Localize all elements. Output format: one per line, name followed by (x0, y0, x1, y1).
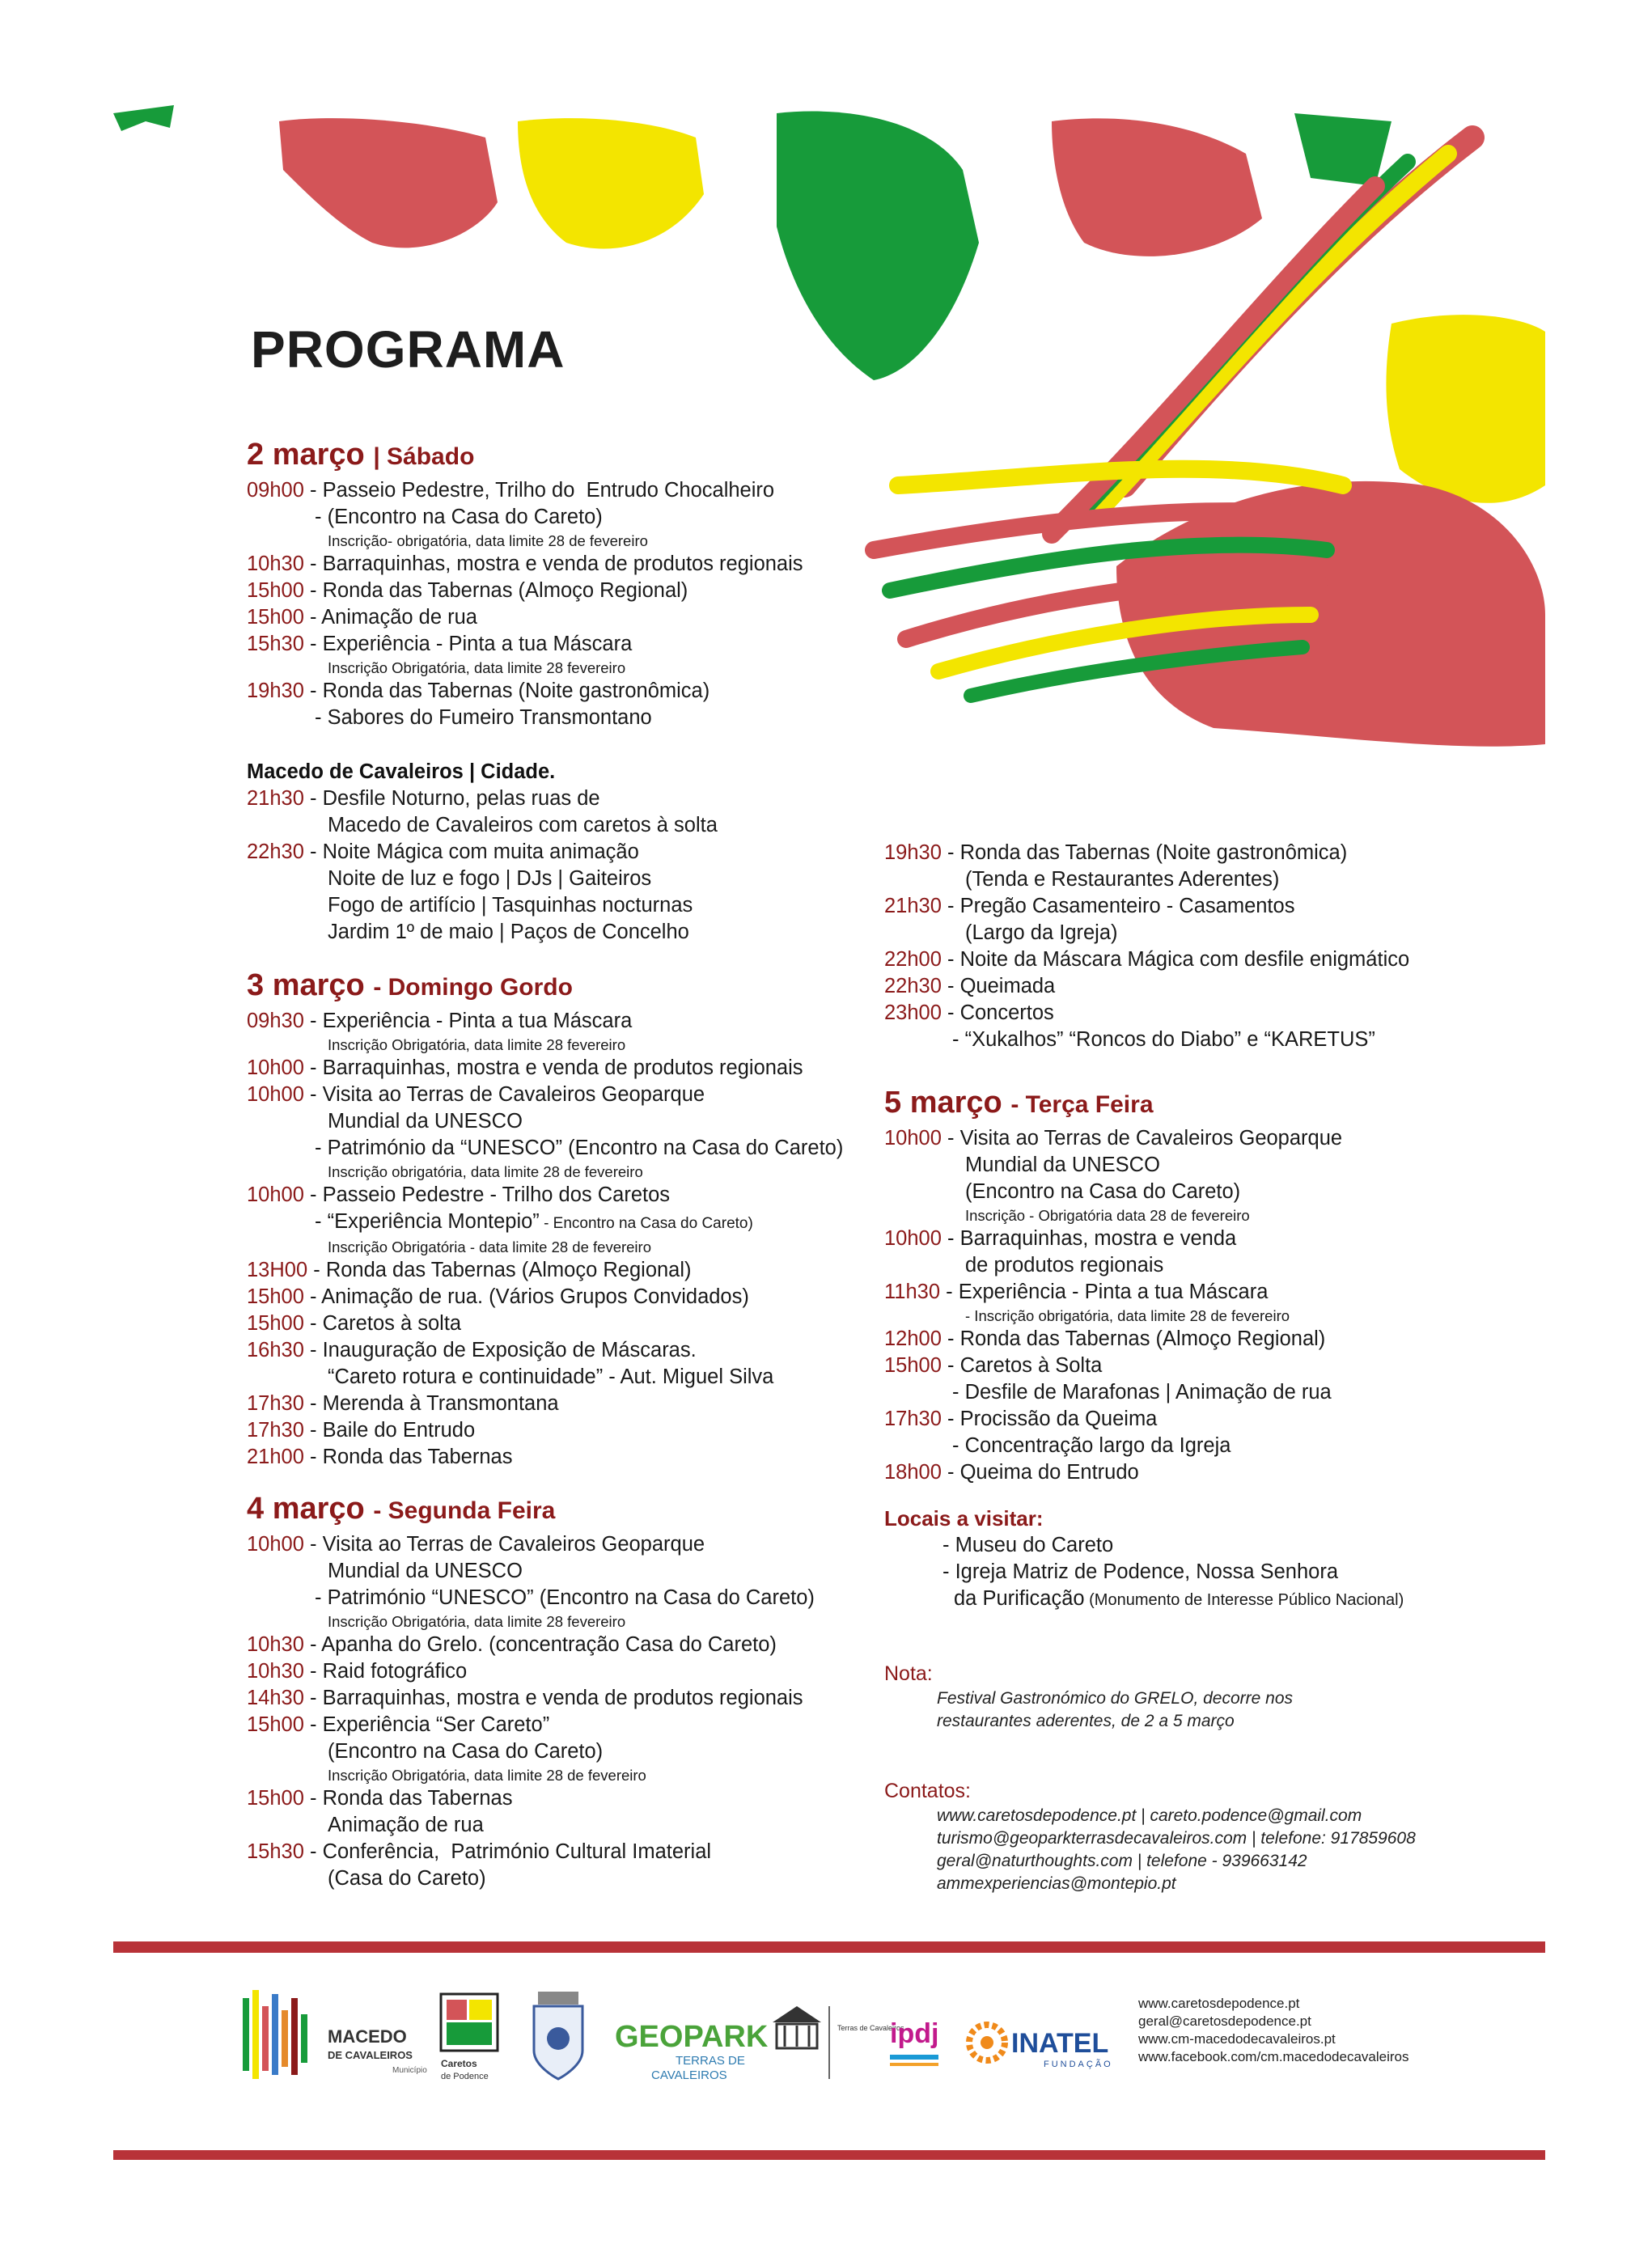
event-time: 10h00 (247, 1183, 304, 1206)
day-date: 3 março (247, 968, 365, 1002)
event-continuation (884, 1433, 1416, 1459)
note-line: restaurantes aderentes, de 2 a 5 março (937, 1712, 1235, 1730)
event-registration-note: Inscrição Obrigatória, data limite 28 fevereiro (328, 1613, 626, 1630)
note-heading: Nota: (884, 1662, 933, 1685)
event-continuation-text: - Património “UNESCO” (Encontro na Casa do Careto) (315, 1586, 815, 1609)
macedo-small: Município (392, 2066, 427, 2075)
macedo-sub: DE CAVALEIROS (328, 2049, 413, 2061)
event-continuation-text: - Concentração largo da Igreja (952, 1434, 1231, 1457)
event-continuation-text: Mundial da UNESCO (328, 1560, 523, 1582)
event-row (884, 1353, 1416, 1379)
yellow-brush-right (1386, 315, 1545, 503)
day-date: 5 março (884, 1086, 1002, 1120)
day-heading-4-marco (247, 1488, 843, 1531)
places-heading: Locais a visitar: (884, 1506, 1044, 1531)
event-text: - Ronda das Tabernas (303, 1787, 513, 1810)
event-time: 10h00 (247, 1083, 304, 1106)
event-continuation-text: Jardim 1º de maio | Paços de Concelho (328, 921, 689, 943)
event-continuation-text: Macedo de Cavaleiros com caretos à solta (328, 814, 718, 836)
event-continuation (884, 1252, 1416, 1279)
event-row (247, 678, 843, 705)
event-continuation (247, 1738, 843, 1765)
event-row (247, 1337, 843, 1364)
left-column (247, 434, 843, 1892)
event-continuation-text: - Património da “UNESCO” (Encontro na Casa do Careto) (315, 1137, 844, 1159)
event-row (247, 1444, 843, 1471)
geopark-text: GEOPARK (615, 2020, 769, 2054)
right-column (884, 840, 1416, 1895)
event-time: 22h00 (884, 948, 942, 971)
note-text (884, 1687, 1416, 1733)
event-text: - Desfile Noturno, pelas ruas de (303, 787, 600, 810)
event-continuation (247, 1364, 843, 1391)
event-continuation (884, 866, 1416, 893)
city-heading: Macedo de Cavaleiros | Cidade. (247, 760, 556, 783)
day-weekday: | Sábado (373, 443, 475, 470)
unesco-logo (773, 2006, 904, 2079)
event-time: 17h30 (884, 1408, 942, 1430)
event-text: - Animação de rua (303, 606, 477, 629)
event-row (884, 893, 1416, 920)
event-continuation (247, 1135, 843, 1162)
event-continuation (247, 1585, 843, 1611)
event-text: - Procissão da Queima (941, 1408, 1158, 1430)
event-row (884, 1459, 1416, 1486)
event-continuation (247, 1108, 843, 1135)
event-row (247, 1417, 843, 1444)
event-continuation (247, 1558, 843, 1585)
event-text: - Baile do Entrudo (303, 1419, 476, 1442)
event-row (247, 1632, 843, 1658)
event-row (247, 477, 843, 504)
event-row (884, 1326, 1416, 1353)
inatel-text: INATEL (1011, 2028, 1109, 2059)
macedo-name: MACEDO (328, 2026, 407, 2047)
event-time: 16h30 (247, 1339, 304, 1361)
green-brush-blob-top (777, 112, 979, 380)
day-date: 4 março (247, 1492, 365, 1526)
event-time: 12h00 (884, 1327, 942, 1350)
event-continuation-text: (Largo da Igreja) (965, 921, 1118, 944)
event-continuation-text: de produtos regionais (965, 1254, 1164, 1277)
event-row (884, 840, 1416, 866)
event-time: 15h00 (247, 1285, 304, 1308)
event-text: - Visita ao Terras de Cavaleiros Geoparque (303, 1533, 705, 1556)
event-text: - Inauguração de Exposição de Máscaras. (303, 1339, 697, 1361)
day-heading-3-marco (247, 965, 843, 1008)
event-continuation (247, 705, 843, 731)
event-row (247, 1785, 843, 1812)
event-time: 11h30 (884, 1281, 941, 1303)
caretos-logo (441, 1994, 498, 2081)
event-continuation (884, 1027, 1416, 1053)
event-time: 10h30 (247, 1633, 304, 1656)
event-time: 15h30 (247, 633, 304, 655)
geopark-sub2: CAVALEIROS (651, 2068, 727, 2082)
contact-line: www.caretosdepodence.pt | careto.podence@gmail.com (937, 1806, 1362, 1825)
caretos-text: Caretos (441, 2058, 477, 2069)
event-row (247, 631, 843, 658)
event-continuation-text: Animação de rua (328, 1814, 484, 1836)
event-row (884, 1125, 1416, 1152)
event-continuation-text: - “Xukalhos” “Roncos do Diabo” e “KARETUS” (952, 1028, 1375, 1051)
event-time: 09h00 (247, 479, 304, 502)
event-text: - Ronda das Tabernas (Almoço Regional) (303, 579, 688, 602)
day2-event-list (247, 477, 843, 731)
event-continuation-text: (Tenda e Restaurantes Aderentes) (965, 868, 1280, 891)
page-title: PROGRAMA (251, 320, 565, 379)
inatel-logo (969, 2025, 1113, 2069)
ipdj-logo (890, 2018, 938, 2066)
event-time: 10h30 (247, 1660, 304, 1683)
event-registration-note: Inscrição Obrigatória - data limite 28 de fevereiro (328, 1238, 651, 1255)
event-row (884, 1406, 1416, 1433)
event-text: - Experiência “Ser Careto” (303, 1713, 550, 1736)
event-time: 13H00 (247, 1259, 308, 1281)
footer-links (1138, 1995, 1408, 2066)
day5-event-list (884, 1125, 1416, 1486)
yellow-brush-blob-top (518, 118, 704, 248)
caretos-sub: de Podence (441, 2072, 489, 2081)
event-time: 15h30 (247, 1840, 304, 1863)
event-text: - Barraquinhas, mostra e venda de produtos regionais (303, 1687, 803, 1709)
event-text: - Raid fotográfico (303, 1660, 468, 1683)
note-line: Festival Gastronómico do GRELO, decorre nos (937, 1689, 1294, 1708)
day4-event-list (247, 1531, 843, 1892)
event-row (884, 1279, 1416, 1306)
event-registration-note: Inscrição Obrigatória, data limite 28 de fevereiro (328, 1767, 646, 1784)
red-brush-blob-left (279, 118, 498, 248)
event-continuation-text: “Careto rotura e continuidade” - Aut. Miguel Silva (328, 1365, 774, 1388)
day4-evening-event-list (884, 840, 1416, 1053)
footer-top-rule (113, 1941, 1545, 1953)
event-text: - Queimada (941, 975, 1056, 997)
event-continuation-text: - “Experiência Montepio” (315, 1210, 540, 1233)
event-continuation-text: Mundial da UNESCO (965, 1154, 1160, 1176)
ipdj-text: ipdj (890, 2018, 939, 2049)
event-text: - Conferência, Património Cultural Imaterial (303, 1840, 712, 1863)
event-text: - Ronda das Tabernas (Noite gastronômica) (941, 841, 1348, 864)
event-continuation (884, 920, 1416, 946)
contact-line: geral@naturthoughts.com | telefone - 939663142 (937, 1852, 1307, 1870)
event-row (884, 1000, 1416, 1027)
places-list (884, 1532, 1416, 1614)
event-registration-note: Inscrição Obrigatória, data limite 28 fevereiro (328, 1036, 626, 1053)
green-brush-corner (113, 105, 174, 131)
event-text: - Passeio Pedestre - Trilho dos Caretos (303, 1183, 671, 1206)
event-continuation (247, 1812, 843, 1839)
event-time: 15h00 (247, 579, 304, 602)
event-continuation-text: (Casa do Careto) (328, 1867, 486, 1890)
event-continuation (884, 1179, 1416, 1205)
day-date: 2 março (247, 438, 365, 472)
event-continuation-text: (Encontro na Casa do Careto) (965, 1180, 1241, 1203)
event-row (247, 1712, 843, 1738)
contact-line: ammexperiencias@montepio.pt (937, 1874, 1176, 1893)
event-row (247, 604, 843, 631)
event-text: - Barraquinhas, mostra e venda de produtos regionais (303, 1056, 803, 1079)
event-row (247, 1531, 843, 1558)
event-time: 15h00 (247, 1787, 304, 1810)
event-text: - Pregão Casamenteiro - Casamentos (941, 895, 1295, 917)
event-time: 21h00 (247, 1446, 304, 1468)
day-heading-2-marco (247, 434, 843, 477)
event-text: - Noite Mágica com muita animação (303, 840, 639, 863)
event-continuation (247, 866, 843, 892)
footer-link[interactable]: geral@caretosdepodence.pt (1138, 2013, 1311, 2029)
event-row (247, 578, 843, 604)
event-time: 21h30 (247, 787, 304, 810)
event-row (247, 1257, 843, 1284)
event-continuation (247, 1209, 843, 1237)
event-text: - Noite da Máscara Mágica com desfile enigmático (941, 948, 1410, 971)
event-time: 19h30 (884, 841, 942, 864)
event-text: - Experiência - Pinta a tua Máscara (303, 633, 633, 655)
event-continuation-text: - (Encontro na Casa do Careto) (315, 506, 603, 528)
event-registration-note: Inscrição - Obrigatória data 28 de fevereiro (965, 1207, 1250, 1224)
event-time: 09h30 (247, 1010, 304, 1032)
event-row (247, 1658, 843, 1685)
event-continuation-text: Mundial da UNESCO (328, 1110, 523, 1133)
day3-event-list (247, 1008, 843, 1471)
event-time: 10h00 (884, 1127, 942, 1150)
event-text: - Barraquinhas, mostra e venda (941, 1227, 1237, 1250)
event-time: 22h30 (247, 840, 304, 863)
contacts-heading: Contatos: (884, 1780, 972, 1802)
event-time: 21h30 (884, 895, 942, 917)
unesco-sub: Terras de Cavaleiros (837, 2024, 904, 2032)
event-continuation (884, 1379, 1416, 1406)
footer-link[interactable]: www.facebook.com/cm.macedodecavaleiros (1138, 2049, 1409, 2064)
event-row (247, 1284, 843, 1310)
event-continuation (247, 919, 843, 946)
event-continuation (247, 812, 843, 839)
event-text: - Visita ao Terras de Cavaleiros Geoparque (303, 1083, 705, 1106)
event-continuation (884, 1152, 1416, 1179)
event-continuation-text: Fogo de artifício | Tasquinhas nocturnas (328, 894, 693, 917)
contact-line: turismo@geoparkterrasdecavaleiros.com | telefone: 917859608 (937, 1829, 1416, 1848)
event-registration-note: Inscrição- obrigatória, data limite 28 de fevereiro (328, 532, 648, 549)
event-continuation-text: - Desfile de Marafonas | Animação de rua (952, 1381, 1332, 1404)
event-time: 17h30 (247, 1419, 304, 1442)
event-text: - Ronda das Tabernas (Noite gastronômica) (303, 680, 710, 702)
footer-bottom-rule (113, 2150, 1545, 2160)
event-time: 15h00 (247, 1312, 304, 1335)
event-registration-note: - Inscrição obrigatória, data limite 28 de fevereiro (965, 1307, 1290, 1324)
event-text: - Experiência - Pinta a tua Máscara (940, 1281, 1269, 1303)
event-text: - Animação de rua. (Vários Grupos Convidados) (303, 1285, 749, 1308)
event-row (884, 1226, 1416, 1252)
place-item: - Igreja Matriz de Podence, Nossa Senhora (942, 1560, 1339, 1583)
event-text: - Concertos (941, 1001, 1054, 1024)
event-row (247, 1182, 843, 1209)
place-note: (Monumento de Interesse Público Nacional) (1084, 1591, 1404, 1609)
event-text: - Passeio Pedestre, Trilho do Entrudo Chocalheiro (303, 479, 775, 502)
day2-city-event-list (247, 785, 843, 946)
footer-link[interactable]: www.cm-macedodecavaleiros.pt (1138, 2031, 1336, 2047)
event-text: - Visita ao Terras de Cavaleiros Geoparque (941, 1127, 1343, 1150)
event-text: - Ronda das Tabernas (Almoço Regional) (307, 1259, 692, 1281)
event-continuation (247, 504, 843, 531)
event-text: - Experiência - Pinta a tua Máscara (303, 1010, 633, 1032)
event-text: - Caretos à solta (303, 1312, 462, 1335)
day-weekday: - Domingo Gordo (373, 974, 573, 1001)
event-continuation (247, 892, 843, 919)
event-time: 10h00 (247, 1056, 304, 1079)
footer-link[interactable]: www.caretosdepodence.pt (1138, 1996, 1300, 2011)
event-row (247, 1055, 843, 1082)
event-text: - Caretos à Solta (941, 1354, 1103, 1377)
place-item: - Museu do Careto (942, 1534, 1114, 1556)
event-time: 23h00 (884, 1001, 942, 1024)
event-time: 10h00 (247, 1533, 304, 1556)
day-heading-5-marco (884, 1082, 1416, 1125)
event-continuation-text: - Sabores do Fumeiro Transmontano (315, 706, 652, 729)
event-row (247, 1685, 843, 1712)
event-row (247, 1082, 843, 1108)
event-text: - Ronda das Tabernas (Almoço Regional) (941, 1327, 1326, 1350)
day-weekday: - Terça Feira (1010, 1091, 1154, 1118)
event-time: 15h00 (247, 606, 304, 629)
contacts-list (884, 1805, 1416, 1895)
event-row (247, 1008, 843, 1035)
event-row (247, 551, 843, 578)
event-time: 14h30 (247, 1687, 304, 1709)
green-brush-right (1294, 113, 1391, 186)
place-item (942, 1586, 1416, 1614)
event-row (247, 1310, 843, 1337)
event-row (247, 1839, 843, 1865)
event-continuation-text: (Encontro na Casa do Careto) (328, 1740, 604, 1763)
event-time: 22h30 (884, 975, 942, 997)
event-time: 10h00 (884, 1227, 942, 1250)
event-text: - Barraquinhas, mostra e venda de produtos regionais (303, 553, 803, 575)
event-registration-note: Inscrição Obrigatória, data limite 28 fevereiro (328, 659, 626, 676)
red-brush-blob-right (1052, 118, 1262, 256)
event-registration-note: Inscrição obrigatória, data limite 28 de fevereiro (328, 1163, 643, 1180)
event-text: - Ronda das Tabernas (303, 1446, 513, 1468)
event-row (247, 1391, 843, 1417)
event-time: 15h00 (884, 1354, 942, 1377)
macedo-logo (243, 1990, 427, 2079)
event-row (884, 973, 1416, 1000)
event-note: - Encontro na Casa do Careto) (539, 1215, 753, 1232)
event-row (247, 839, 843, 866)
event-text: - Apanha do Grelo. (concentração Casa do Careto) (303, 1633, 777, 1656)
event-time: 15h00 (247, 1713, 304, 1736)
place-name: da Purificação (954, 1587, 1085, 1610)
event-time: 10h30 (247, 553, 304, 575)
event-row (884, 946, 1416, 973)
day-weekday: - Segunda Feira (373, 1497, 556, 1524)
geopark-logo (615, 2020, 769, 2082)
inatel-sub: FUNDAÇÃO (1044, 2060, 1113, 2069)
event-time: 18h00 (884, 1461, 942, 1484)
event-continuation (247, 1865, 843, 1892)
event-time: 19h30 (247, 680, 304, 702)
geopark-sub1: TERRAS DE (676, 2054, 745, 2068)
event-text: - Merenda à Transmontana (303, 1392, 559, 1415)
event-row (247, 785, 843, 812)
event-time: 17h30 (247, 1392, 304, 1415)
event-continuation-text: Noite de luz e fogo | DJs | Gaiteiros (328, 867, 652, 890)
event-text: - Queima do Entrudo (941, 1461, 1139, 1484)
coat-of-arms-icon (534, 1992, 582, 2079)
